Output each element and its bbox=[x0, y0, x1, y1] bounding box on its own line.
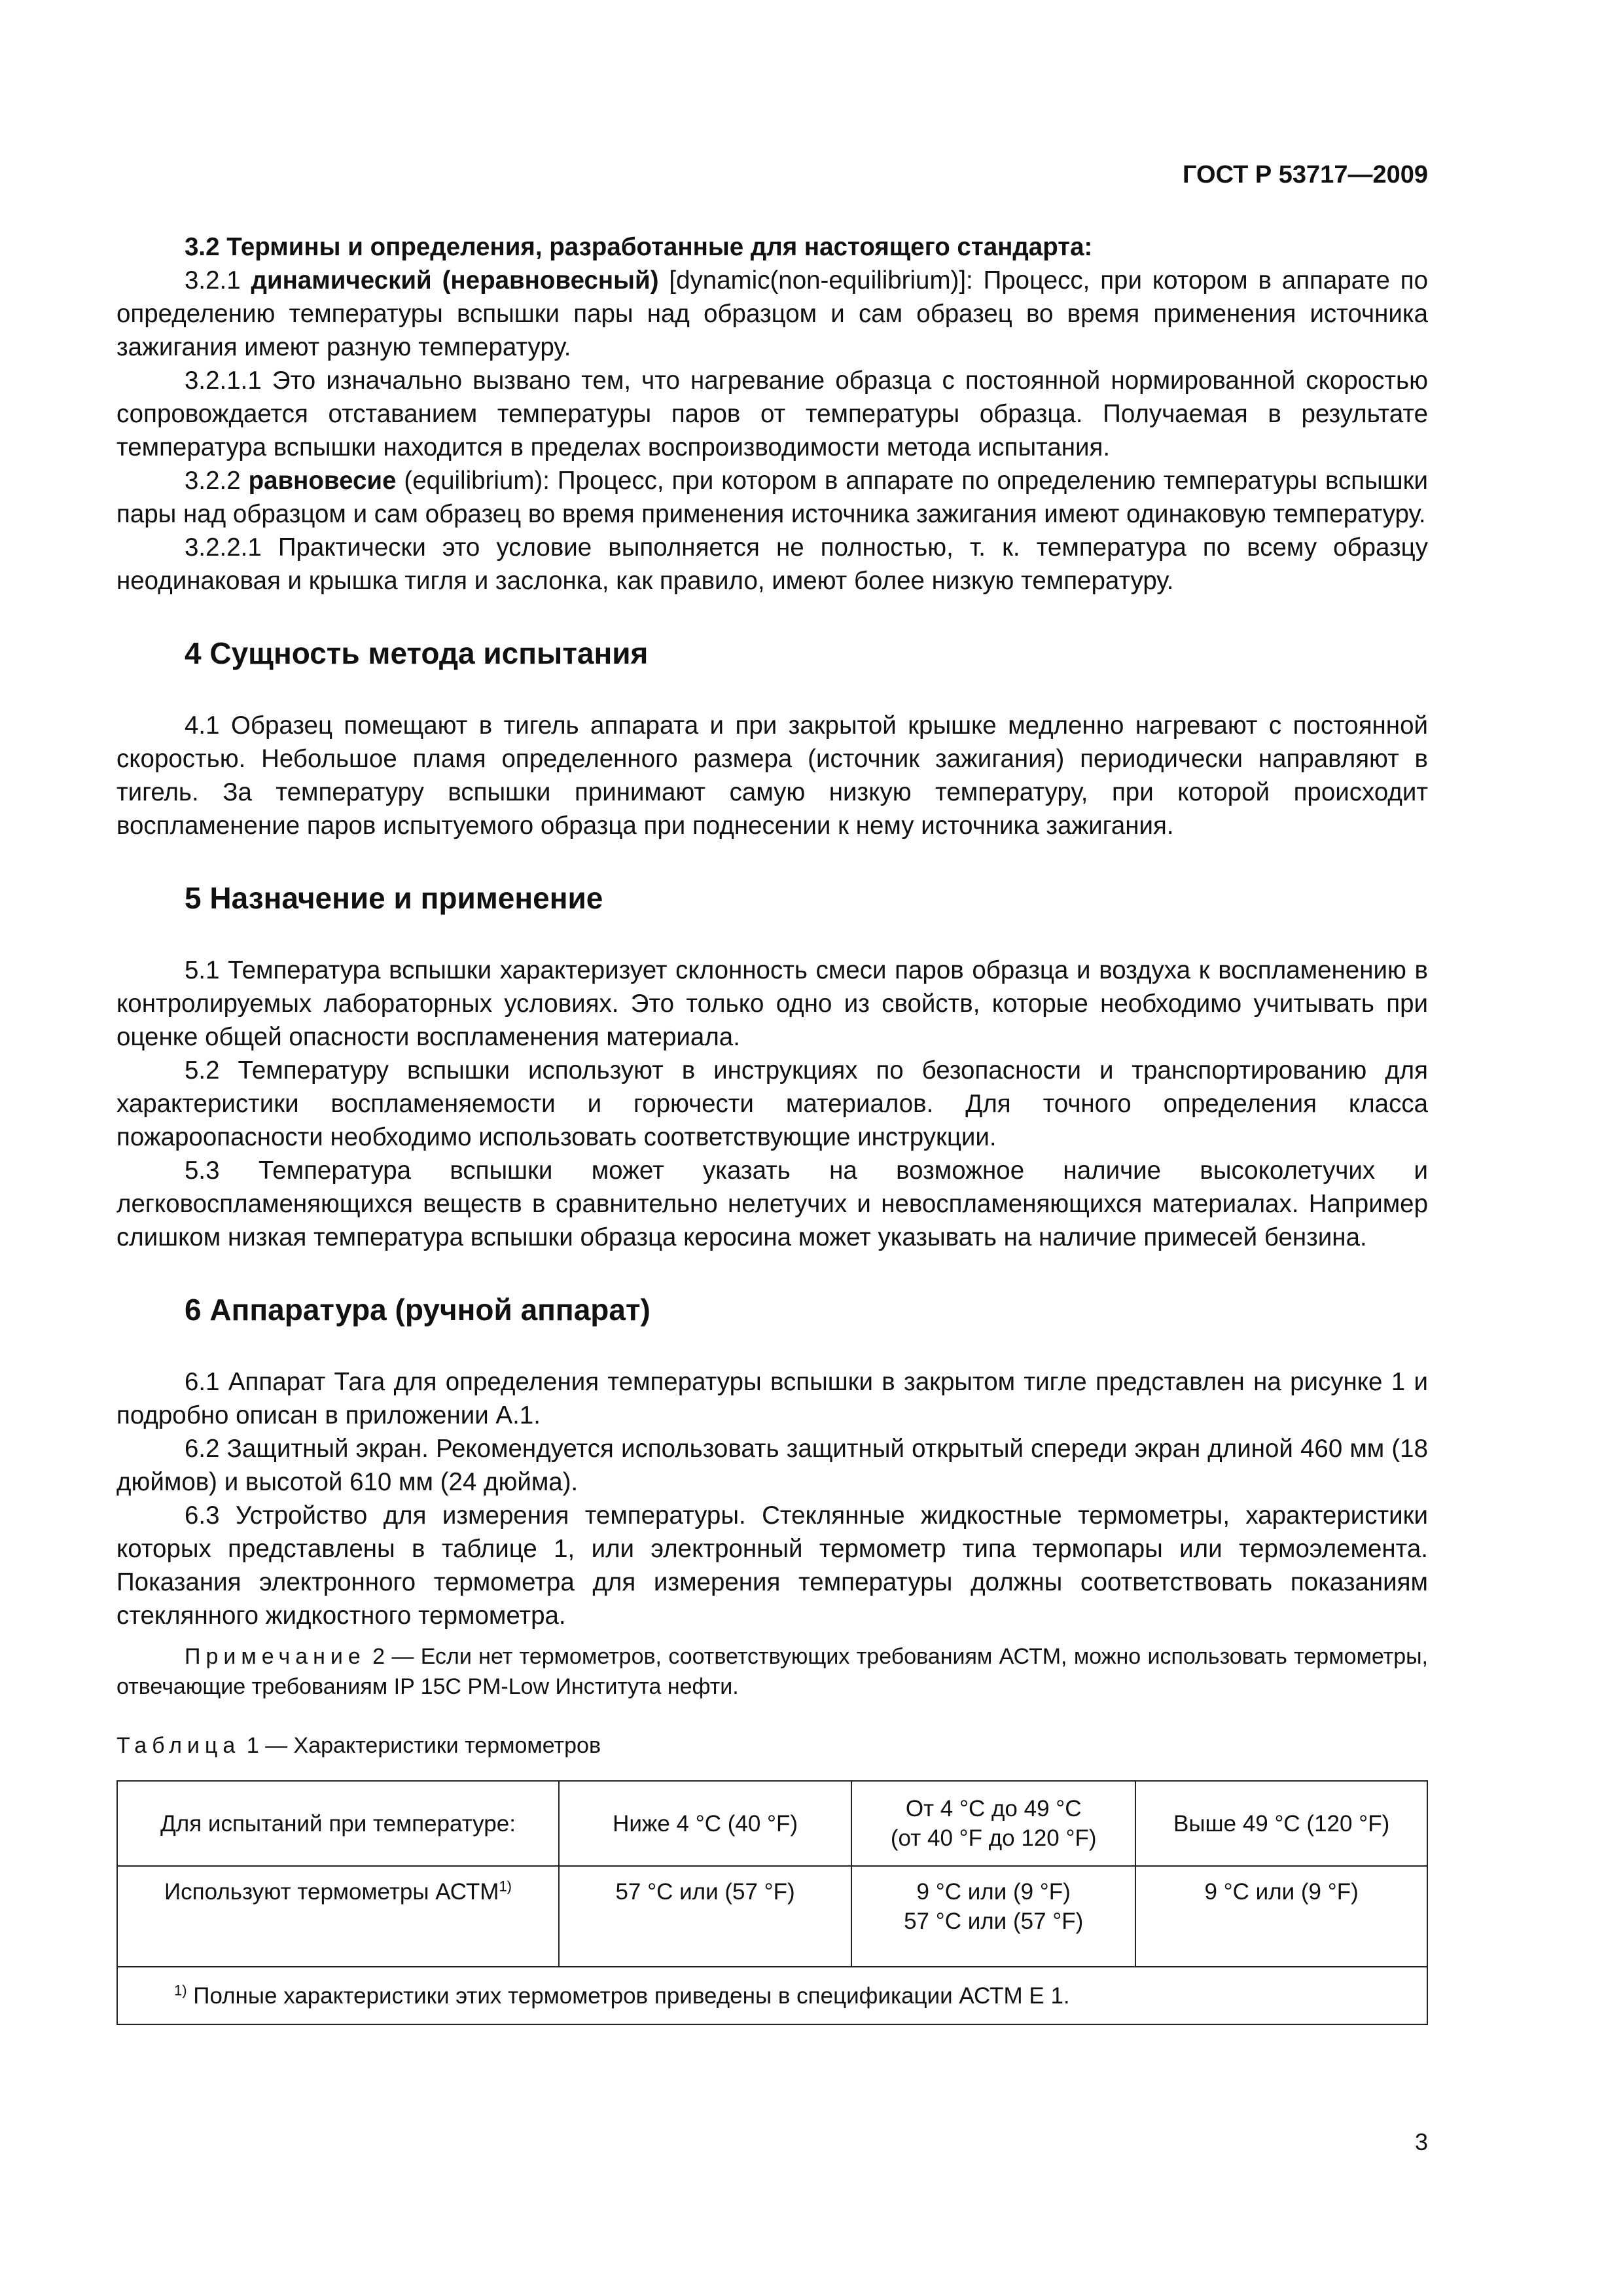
section-6-title: 6 Аппаратура (ручной аппарат) bbox=[185, 1293, 651, 1327]
paragraph-5-1: 5.1 Температура вспышки характеризует склонность смеси паров образца и воздуха к воспламенению в контролируемых лабораторных условиях. Это только одно из свойств, которые необходимо учитывать при оценке общей опасности воспламенения материала. bbox=[116, 956, 1428, 1051]
cell-line: (от 40 °F до 120 °F) bbox=[890, 1825, 1097, 1851]
table-caption bbox=[116, 1731, 1428, 1761]
document-body bbox=[116, 230, 1428, 2025]
clause-number: 3.2.1 bbox=[185, 266, 251, 295]
table-cell: Ниже 4 °C (40 °F) bbox=[559, 1781, 851, 1866]
page-number: 3 bbox=[1414, 2128, 1428, 2155]
table-footnote bbox=[117, 1967, 1427, 2024]
paragraph-4-1: 4.1 Образец помещают в тигель аппарата и при закрытой крышке медленно нагревают с постоянной скоростью. Небольшое пламя определенного размера (источник зажигания) периодически направляют в тигель. За температуру вспышки принимают самую низкую температуру, при которой происходит воспламенение паров испытуемого образца при поднесении к нему источника зажигания. bbox=[116, 711, 1428, 840]
term-equilibrium: равновесие bbox=[248, 467, 397, 495]
note-2 bbox=[116, 1641, 1428, 1702]
row-label: Используют термометры АСТМ bbox=[164, 1879, 499, 1905]
note-text: 2 — Если нет термометров, соответствующих требованиям АСТМ, можно использовать термометры, отвечающие требованиям IP 15C PM-Low Института нефти. bbox=[116, 1644, 1428, 1699]
table-row bbox=[117, 1967, 1427, 2024]
table-row bbox=[117, 1866, 1427, 1967]
section-4-title: 4 Сущность метода испытания bbox=[185, 636, 649, 670]
term-dynamic: динамический (неравновесный) bbox=[251, 266, 659, 295]
table-cell bbox=[117, 1866, 559, 1967]
definition-text: (equilibrium): Процесс, при котором в аппарате по определению температуры вспышки пары над образцом и сам образец во время применения источника зажигания имеют одинаковую температуру. bbox=[116, 467, 1428, 528]
section-5-title: 5 Назначение и применение bbox=[185, 881, 603, 915]
definition-text: [dynamic(non-equilibrium)]: Процесс, при котором в аппарате по определению температуры вспышки пары над образцом и сам образец во время применения источника зажигания имеют разную температуру. bbox=[116, 266, 1429, 361]
section-3-2-heading: 3.2 Термины и определения, разработанные для настоящего стандарта: bbox=[185, 233, 1093, 261]
footnote-ref: 1) bbox=[499, 1878, 512, 1895]
table-caption-label: Таблица bbox=[116, 1733, 241, 1758]
paragraph-3-2-2 bbox=[116, 464, 1428, 531]
note-label: Примечание bbox=[185, 1644, 366, 1669]
footnote-mark: 1) bbox=[174, 1981, 187, 1998]
standard-code: ГОСТ Р 53717—2009 bbox=[1183, 161, 1428, 188]
table-cell bbox=[851, 1781, 1135, 1866]
paragraph-3-2-1-1: 3.2.1.1 Это изначально вызвано тем, что нагревание образца с постоянной нормированной скоростью сопровождается отставанием температуры паров от температуры образца. Получаемая в результате температура вспышки находится в пределах воспроизводимости метода испытания. bbox=[116, 367, 1428, 461]
clause-number: 3.2.2 bbox=[185, 467, 249, 495]
paragraph-6-2: 6.2 Защитный экран. Рекомендуется использовать защитный открытый спереди экран длиной 460 мм (18 дюймов) и высотой 610 мм (24 дюйма). bbox=[116, 1435, 1428, 1496]
paragraph-6-3: 6.3 Устройство для измерения температуры. Стеклянные жидкостные термометры, характеристики которых представлены в таблице 1, или электронный термометр типа термопары или термоэлемента. Показания электронного термометра для измерения температуры должны соответствовать показаниям стеклянного жидкостного термометра. bbox=[116, 1501, 1428, 1630]
table-cell: Выше 49 °C (120 °F) bbox=[1135, 1781, 1427, 1866]
table-cell bbox=[851, 1866, 1135, 1967]
cell-line: 57 °C или (57 °F) bbox=[904, 1909, 1084, 1934]
table-caption-text: 1 — Характеристики термометров bbox=[240, 1733, 601, 1758]
document-page bbox=[116, 0, 1428, 2296]
footnote-text: Полные характеристики этих термометров приведены в спецификации АСТМ Е 1. bbox=[187, 1982, 1070, 2009]
table-cell: 9 °C или (9 °F) bbox=[1135, 1866, 1427, 1967]
table-cell: 57 °C или (57 °F) bbox=[559, 1866, 851, 1967]
paragraph-6-1: 6.1 Аппарат Тага для определения температуры вспышки в закрытом тигле представлен на рисунке 1 и подробно описан в приложении А.1. bbox=[116, 1368, 1428, 1429]
table-cell: Для испытаний при температуре: bbox=[117, 1781, 559, 1866]
cell-line: От 4 °C до 49 °C bbox=[905, 1796, 1082, 1821]
paragraph-5-3: 5.3 Температура вспышки может указать на возможное наличие высоколетучих и легковоспламеняющихся веществ в сравнительно нелетучих и невоспламеняющихся материалах. Например слишком низкая температура вспышки образца керосина может указывать на наличие примесей бензина. bbox=[116, 1157, 1428, 1251]
cell-line: 9 °C или (9 °F) bbox=[916, 1879, 1071, 1905]
paragraph-3-2-2-1: 3.2.2.1 Практически это условие выполняется не полностью, т. к. температура по всему образцу неодинаковая и крышка тигля и заслонка, как правило, имеют более низкую температуру. bbox=[116, 533, 1428, 595]
paragraph-3-2-1 bbox=[116, 264, 1428, 364]
table-row bbox=[117, 1781, 1427, 1866]
thermometer-table bbox=[116, 1780, 1428, 2025]
paragraph-5-2: 5.2 Температуру вспышки используют в инструкциях по безопасности и транспортированию для характеристики воспламеняемости и горючести материалов. Для точного определения класса пожароопасности необходимо использовать соответствующие инструкции. bbox=[116, 1056, 1428, 1151]
